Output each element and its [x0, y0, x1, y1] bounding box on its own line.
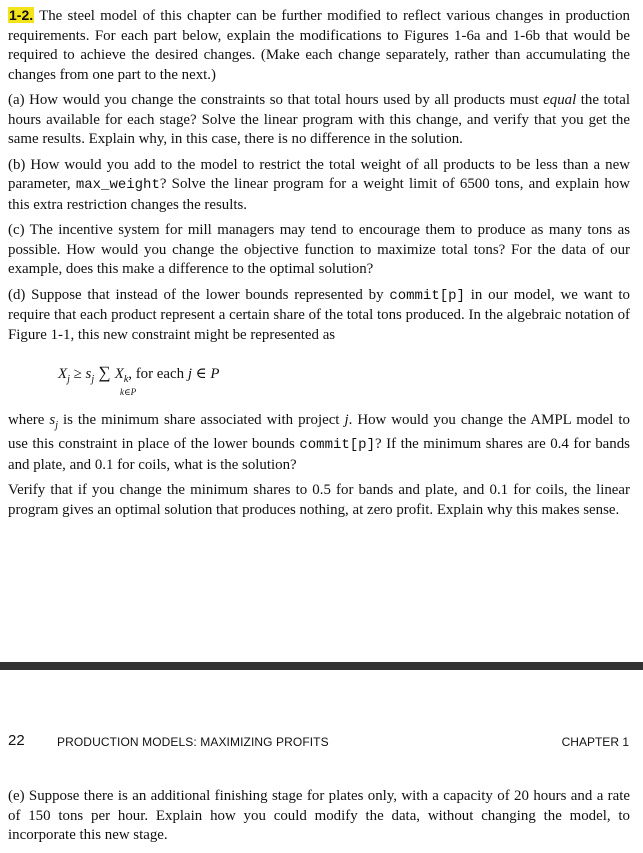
- formula-rel: ≥: [69, 366, 86, 382]
- exercise-intro: [8, 6, 630, 85]
- part-c: (c) The incentive system for mill managers may tend to encourage them to produce as many tons as possible. How would you change the objective function to maximize total tons? For the data of our example, does this make a difference to the optimal solution?: [8, 222, 630, 277]
- exercise-number: 1-2.: [9, 7, 34, 23]
- part-d-text-1: (d) Suppose that instead of the lower bounds represented by: [8, 286, 390, 303]
- part-e: (e) Suppose there is an additional finishing stage for plates only, with a capacity of 20 hours and a rate of 150 tons per hour. Explain how you could modify the data, without changing the model, to incorporate this new stage.: [8, 788, 630, 843]
- part-d-text-2: in our model, we want to require that each product represent a certain share of the total tons produced. In the algebraic notation of Figure 1-1, this new constraint might be represented as: [8, 286, 630, 343]
- running-title: PRODUCTION MODELS: MAXIMIZING PROFITS: [57, 735, 329, 749]
- formula-coef: s: [85, 366, 92, 382]
- page-number: 22: [8, 732, 25, 749]
- part-b-text-2: ? Solve the linear program for a weight limit of 6500 tons, and explain how this extra restriction changes the results.: [8, 176, 630, 213]
- verify-paragraph: Verify that if you change the minimum shares to 0.5 for bands and plate, and 0.1 for coils, the linear program gives an optimal solution that produces nothing, at zero profit. Explain why this makes sense.: [8, 482, 630, 518]
- chapter-label: CHAPTER 1: [561, 735, 629, 749]
- running-header: [0, 732, 643, 754]
- part-a-text-2: the total hours available for each stage? Solve the linear program with this change, and verify that you get the same results. Explain why, in this case, there is no difference in the solution.: [8, 92, 630, 147]
- page-top: [8, 6, 630, 526]
- formula-lhs: X: [58, 366, 68, 382]
- formula-lhs-sub: j: [67, 373, 70, 385]
- part-b-text-1: (b) How would you add to the model to restrict the total weight of all products to be less than a new parameter,: [8, 156, 630, 192]
- part-b-code: max_weight: [75, 177, 160, 193]
- part-a-text-1: (a) How would you change the constraints so that total hours used by all products must: [8, 92, 544, 108]
- page-divider: [0, 662, 643, 670]
- formula-in: ∈: [191, 366, 211, 382]
- part-d-text-4: is the minimum share associated with project: [57, 412, 345, 428]
- part-d-text-5: . How would you change the AMPL model to use this constraint in place of the lower bounds: [8, 412, 631, 453]
- formula-term-sub: k: [123, 373, 129, 385]
- part-d-code-2: commit[p]: [299, 437, 375, 454]
- part-d-continued: [8, 411, 630, 475]
- part-d-code: commit[p]: [389, 287, 465, 304]
- formula-sum: ∑: [94, 363, 115, 382]
- formula-coef-sub: j: [91, 373, 95, 385]
- formula-sum-index: k∈P: [120, 387, 137, 397]
- part-b: [8, 156, 630, 216]
- part-a-emphasis: equal: [543, 92, 577, 108]
- formula-main: [58, 363, 220, 385]
- formula-term: X: [114, 366, 124, 382]
- formula-tail: , for each: [128, 366, 188, 382]
- part-d-s: s: [49, 412, 56, 428]
- share-constraint-formula: [8, 351, 630, 411]
- part-d-j: j: [344, 412, 349, 428]
- part-a: [8, 91, 630, 150]
- intro-text: The steel model of this chapter can be further modified to reflect various changes in production requirements. For each part below, explain the modifications to Figures 1-6a and 1-6b that would be required to achieve the desired changes. (Make each change separately, rather than accumulating the changes from one part to the next.): [8, 8, 630, 83]
- part-d-text-3: where: [8, 412, 50, 428]
- part-d-text-6: ? If the minimum shares are 0.4 for bands and plate, and 0.1 for coils, what is the solution?: [8, 436, 630, 473]
- part-d: [8, 286, 630, 346]
- page-bottom: [8, 787, 630, 852]
- part-d-s-sub: j: [55, 419, 58, 431]
- formula-set: P: [210, 366, 220, 382]
- formula-idx: j: [187, 366, 192, 382]
